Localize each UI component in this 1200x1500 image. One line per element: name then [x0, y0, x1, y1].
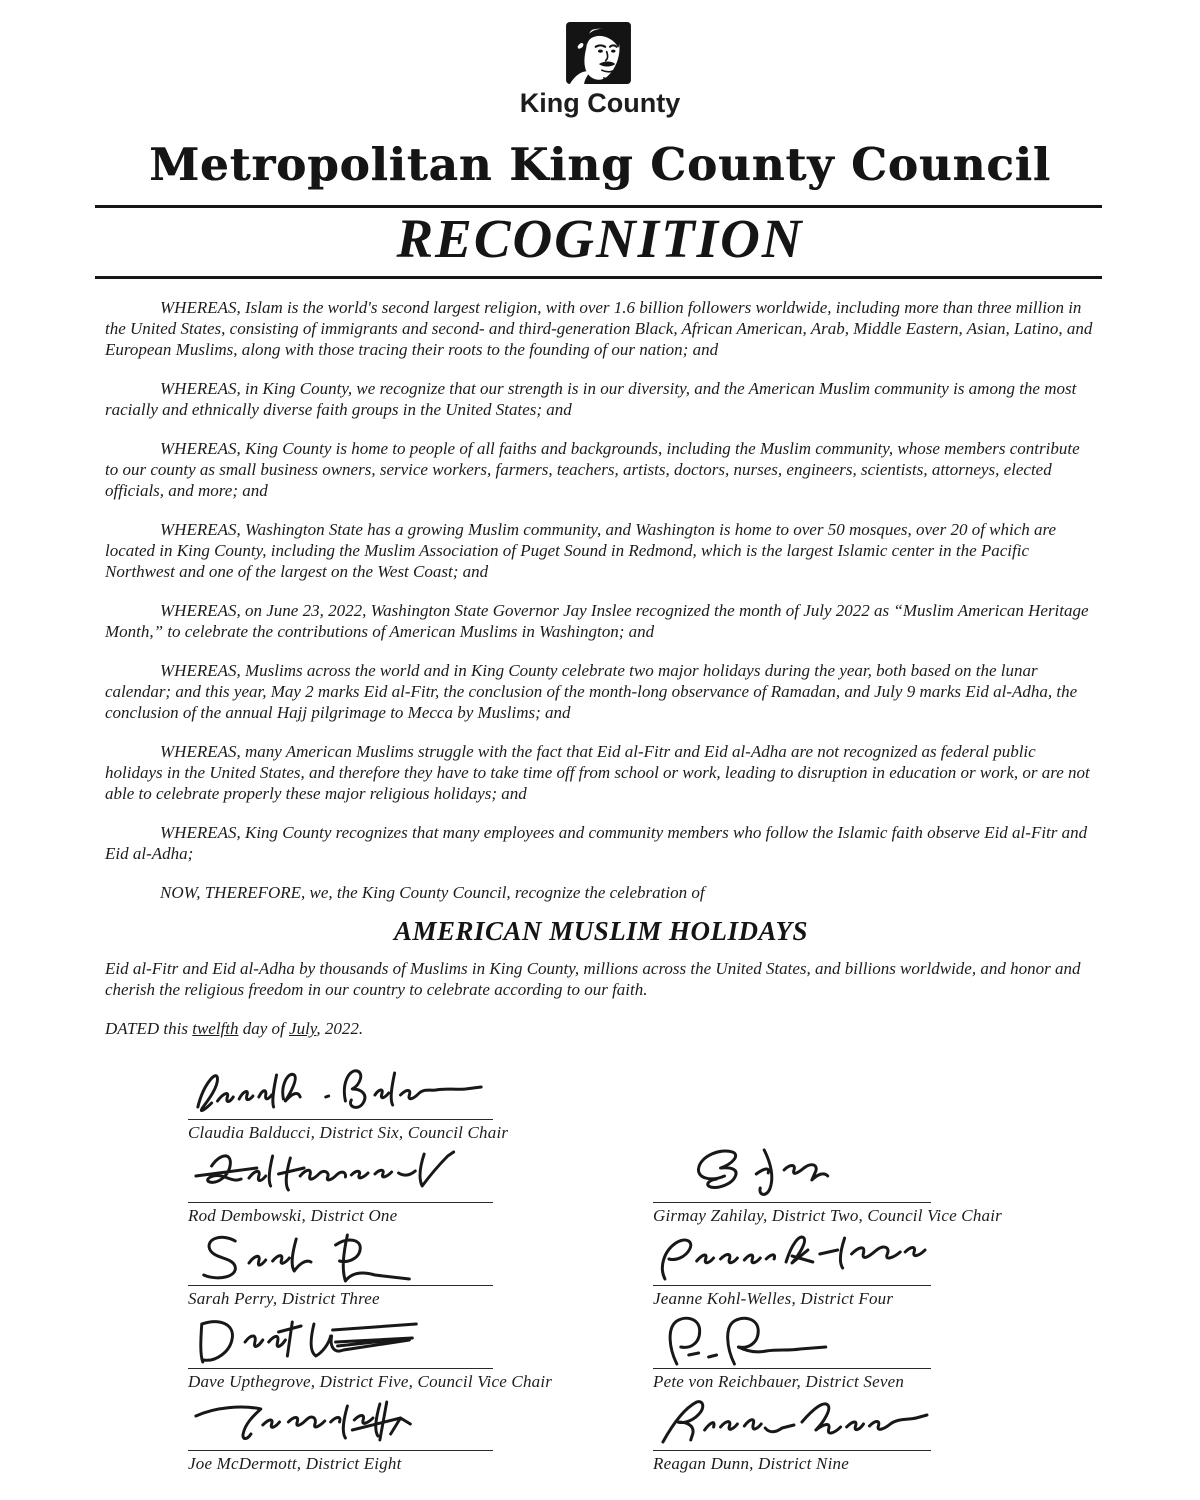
whereas-paragraph-2: WHEREAS, in King County, we recognize that our strength is in our diversity, and the American Muslim community is among the most racially and ethnically diverse faith groups in the United States; and [105, 379, 1077, 419]
signature-block-reagan-dunn [653, 1394, 931, 1474]
dated-suffix: , 2022. [316, 1019, 364, 1038]
signatory-name: Joe McDermott, District Eight [188, 1454, 402, 1473]
signature-reagan-dunn-icon [653, 1394, 931, 1450]
whereas-paragraph-3: WHEREAS, King County is home to people of all faiths and backgrounds, including the Muslim community, whose members contribute to our county as small business owners, service workers, farmers, teachers, artists, doctors, nurses, engineers, scientists, attorneys, elected officials, and more; and [105, 439, 1080, 500]
closing-paragraph: Eid al-Fitr and Eid al-Adha by thousands of Muslims in King County, millions across the United States, and billions worldwide, and honor and cherish the religious freedom in our country to celebrate according to our faith. [105, 959, 1081, 999]
king-county-logo [565, 22, 632, 85]
signatory-name: Reagan Dunn, District Nine [653, 1454, 849, 1473]
signature-block-sarah-perry [188, 1229, 493, 1309]
document-title: Metropolitan King County Council [149, 138, 1051, 191]
signature-rod-dembowski-icon [188, 1146, 493, 1202]
signature-block-jeanne-kohl-welles [653, 1229, 931, 1309]
signature-girmay-zahilay-icon [653, 1146, 931, 1202]
signatory-name: Dave Upthegrove, District Five, Council Vice Chair [188, 1372, 553, 1391]
whereas-paragraph-4: WHEREAS, Washington State has a growing Muslim community, and Washington is home to over 50 mosques, over 20 of which are located in King County, including the Muslim Association of Puget Sound in Redmond, which is the largest Islamic center in the Pacific Northwest and one of the largest on the West Coast; and [105, 520, 1057, 581]
signature-claudia-balducci-icon [188, 1063, 493, 1119]
dated-prefix: DATED this [105, 1019, 193, 1038]
signature-block-claudia-balducci [188, 1063, 509, 1143]
signatory-name: Jeanne Kohl-Welles, District Four [653, 1289, 894, 1308]
dated-day-word: twelfth [192, 1019, 239, 1038]
logo-wordmark: King County [519, 88, 681, 118]
signature-sarah-perry-icon [188, 1229, 493, 1285]
signature-block-dave-upthegrove [188, 1312, 553, 1392]
signature-dave-upthegrove-icon [188, 1312, 493, 1368]
dated-line [105, 1018, 1097, 1039]
now-therefore-paragraph: NOW, THEREFORE, we, the King County Council, recognize the celebration of [160, 883, 705, 902]
dated-middle: day of [238, 1019, 290, 1038]
dated-month: July [289, 1019, 317, 1038]
signatory-name: Sarah Perry, District Three [188, 1289, 380, 1308]
horizontal-rule-bottom [95, 276, 1102, 279]
signature-block-joe-mcdermott [188, 1394, 493, 1474]
holiday-heading: AMERICAN MUSLIM HOLIDAYS [393, 916, 809, 946]
signature-jeanne-kohl-welles-icon [653, 1229, 931, 1285]
document-subtitle: RECOGNITION [396, 208, 804, 269]
signatory-name: Claudia Balducci, District Six, Council Chair [188, 1123, 509, 1142]
whereas-paragraph-5: WHEREAS, on June 23, 2022, Washington State Governor Jay Inslee recognized the month of July 2022 as “Muslim American Heritage Month,” to celebrate the contributions of American Muslims in Washington; and [105, 601, 1089, 641]
whereas-paragraph-7: WHEREAS, many American Muslims struggle with the fact that Eid al-Fitr and Eid al-Adha are not recognized as federal public holidays in the United States, and therefore they have to take time off from school or work, leading to disruption in education or work, or are not able to celebrate properly these major religious holidays; and [105, 742, 1090, 803]
document-body [105, 297, 1097, 1057]
signatory-name: Pete von Reichbauer, District Seven [653, 1372, 905, 1391]
whereas-paragraph-1: WHEREAS, Islam is the world's second largest religion, with over 1.6 billion followers worldwide, including more than three million in the United States, consisting of immigrants and second- and third-generation Black, African American, Arab, Middle Eastern, Asian, Latino, and European Muslims, along with those tracing their roots to the founding of our nation; and [105, 298, 1093, 359]
mlk-portrait-icon [565, 22, 632, 85]
signature-joe-mcdermott-icon [188, 1394, 493, 1450]
whereas-paragraph-6: WHEREAS, Muslims across the world and in King County celebrate two major holidays during the year, both based on the lunar calendar; and this year, May 2 marks Eid al-Fitr, the conclusion of the month-long observance of Ramadan, and July 9 marks Eid al-Adha, the conclusion of the annual Hajj pilgrimage to Mecca by Muslims; and [105, 661, 1078, 722]
signatory-name: Girmay Zahilay, District Two, Council Vice Chair [653, 1206, 1002, 1225]
signature-block-pete-von-reichbauer [653, 1312, 931, 1392]
whereas-paragraph-8: WHEREAS, King County recognizes that many employees and community members who follow the Islamic faith observe Eid al-Fitr and Eid al-Adha; [105, 823, 1088, 863]
signature-pete-von-reichbauer-icon [653, 1312, 931, 1368]
signature-block-rod-dembowski [188, 1146, 493, 1226]
signature-block-girmay-zahilay [653, 1146, 1002, 1226]
signatory-name: Rod Dembowski, District One [188, 1206, 398, 1225]
